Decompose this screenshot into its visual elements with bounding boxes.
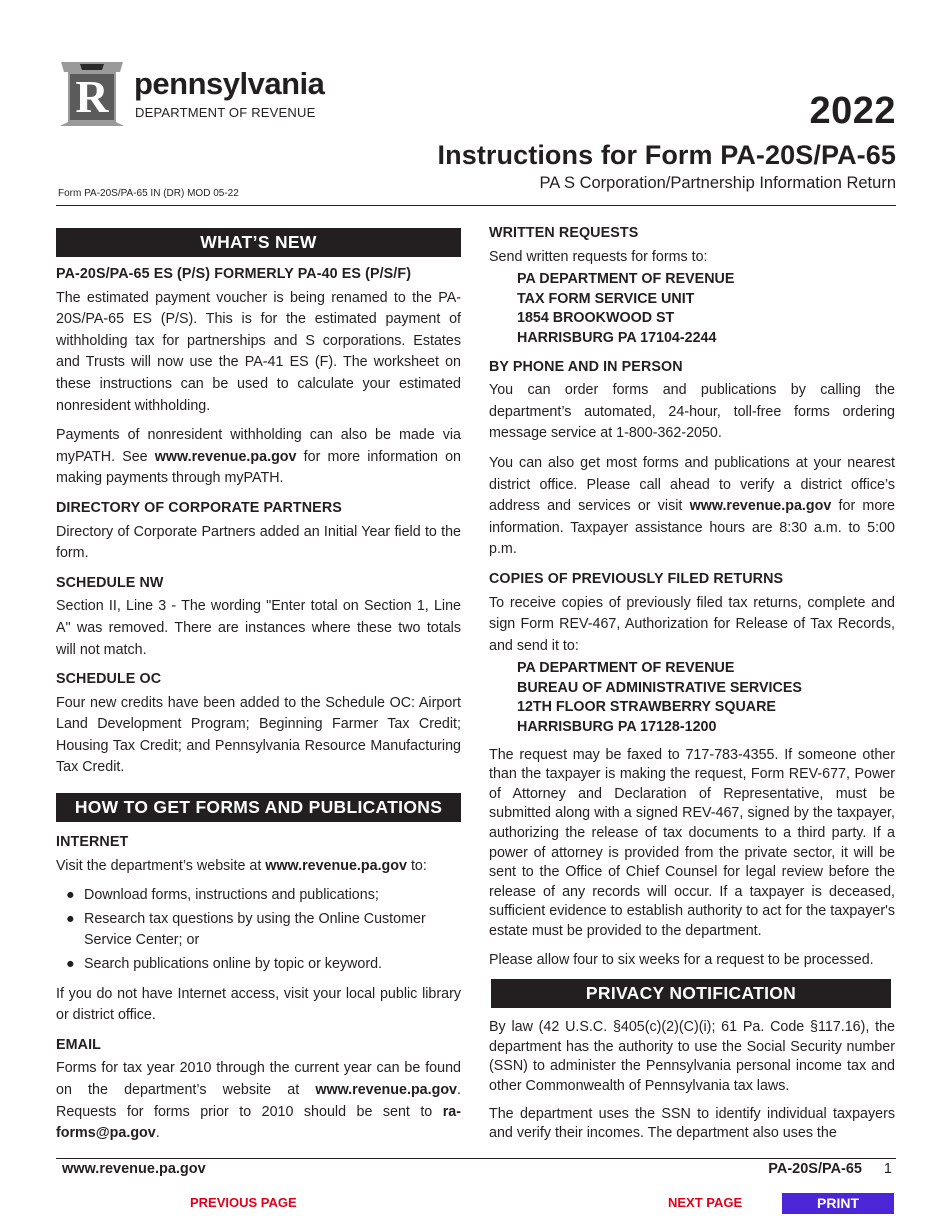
print-button[interactable]: PRINT: [782, 1193, 894, 1214]
footer-website-link[interactable]: www.revenue.pa.gov: [62, 1161, 206, 1177]
internet-text-1: Visit the department’s website at: [56, 857, 266, 874]
address-line: 1854 BROOKWOOD ST: [517, 310, 675, 327]
oc-heading: SCHEDULE OC: [56, 671, 162, 688]
mypath-text-1: Payments of nonresident withholding can also be made via myPATH. See: [56, 427, 461, 465]
dcp-heading: DIRECTORY OF CORPORATE PARTNERS: [56, 499, 342, 516]
district-text-1: You can also get most forms and publications at your nearest district office. Please call ahead to verify a district office’s address and services or visit: [489, 454, 895, 515]
es-heading: PA-20S/PA-65 ES (P/S) FORMERLY PA-40 ES (P/S/F): [56, 266, 412, 282]
next-page-button[interactable]: NEXT PAGE: [668, 1195, 743, 1210]
page-number: 1: [883, 1161, 892, 1177]
privacy-paragraph-2: The department uses the SSN to identify individual taxpayers and verify their incomes. The department also uses the: [489, 1105, 895, 1142]
address-line: BUREAU OF ADMINISTRATIVE SERVICES: [517, 679, 802, 696]
email-paragraph: [56, 1058, 461, 1144]
oc-paragraph: Four new credits have been added to the Schedule OC: Airport Land Development Program; Beginning Farmer Tax Credit; Housing Tax Credit; and Pennsylvania Resource Manufacturing Tax Credit.: [56, 694, 461, 776]
mypath-text-2: for more information on making payments through myPATH.: [56, 448, 461, 487]
copies-heading: COPIES OF PREVIOUSLY FILED RETURNS: [489, 570, 784, 587]
list-item-text: Download forms, instructions and publications;: [84, 887, 379, 904]
internet-bullet-list: [56, 885, 461, 975]
form-code: Form PA-20S/PA-65 IN (DR) MOD 05-22: [58, 188, 239, 199]
bullet-icon: ●: [66, 956, 75, 973]
right-column: [489, 225, 895, 1152]
address-line: PA DEPARTMENT OF REVENUE: [517, 271, 735, 288]
logo-title: pennsylvania: [134, 66, 325, 101]
bullet-icon: ●: [66, 887, 75, 904]
email-text-1: Forms for tax year 2010 through the current year can be found on the department’s website at: [56, 1060, 461, 1098]
email-address-link[interactable]: ra-forms@pa.gov: [56, 1103, 461, 1142]
written-heading: WRITTEN REQUESTS: [489, 225, 639, 241]
email-site-link[interactable]: www.revenue.pa.gov: [315, 1082, 458, 1098]
nw-heading: SCHEDULE NW: [56, 574, 164, 591]
district-paragraph: [489, 453, 895, 561]
copies-address: [489, 659, 895, 737]
phone-paragraph: You can order forms and publications by calling the department’s automated, 24-hour, toll-free forms ordering message service at 1-800-362-2050.: [489, 382, 895, 442]
logo-letter: R: [75, 71, 109, 122]
mypath-link[interactable]: www.revenue.pa.gov: [154, 448, 297, 465]
es-paragraph: The estimated payment voucher is being renamed to the PA-20S/PA-65 ES (P/S). This is for the estimated payment of withholding tax for partnerships and S corporations. Estates and Trusts will now use the PA-41 ES (F). The worksheet on these instructions can be used to calculate your estimated nonresident withholding.: [56, 289, 461, 414]
allow-paragraph: Please allow four to six weeks for a request to be processed.: [489, 951, 874, 968]
written-paragraph: Send written requests for forms to:: [489, 248, 708, 265]
list-item: [56, 885, 461, 907]
email-text-3: .: [155, 1125, 160, 1142]
list-item-text: Search publications online by topic or keyword.: [84, 956, 383, 973]
email-text-2: . Requests for forms prior to 2010 should be sent to: [56, 1082, 461, 1120]
internet-heading: INTERNET: [56, 834, 129, 851]
page-title: Instructions for Form PA-20S/PA-65: [437, 140, 896, 170]
header-divider: [56, 205, 896, 206]
phone-heading: BY PHONE AND IN PERSON: [489, 358, 683, 375]
address-line: HARRISBURG PA 17104-2244: [517, 329, 717, 346]
address-line: PA DEPARTMENT OF REVENUE: [517, 660, 735, 677]
internet-text-2: to:: [406, 857, 427, 874]
department-logo: [58, 60, 358, 130]
district-link[interactable]: www.revenue.pa.gov: [689, 498, 832, 515]
list-item: [56, 954, 461, 976]
list-item-text: Research tax questions by using the Online Customer Service Center; or: [84, 910, 426, 949]
copies-paragraph: To receive copies of previously filed tax returns, complete and sign Form REV-467, Authorization for Release of Tax Records, and send it to:: [489, 594, 895, 654]
previous-page-button[interactable]: PREVIOUS PAGE: [190, 1195, 297, 1210]
library-paragraph: If you do not have Internet access, visit your local public library or district office.: [56, 985, 461, 1024]
logo-subtitle: DEPARTMENT OF REVENUE: [135, 105, 316, 120]
whats-new-banner: WHAT’S NEW: [56, 228, 461, 257]
page-subtitle: PA S Corporation/Partnership Information Return: [539, 174, 896, 192]
privacy-banner: PRIVACY NOTIFICATION: [491, 979, 891, 1008]
email-heading: EMAIL: [56, 1036, 101, 1053]
footer-divider: [56, 1158, 896, 1159]
address-line: HARRISBURG PA 17128-1200: [517, 719, 717, 736]
internet-link[interactable]: www.revenue.pa.gov: [265, 857, 407, 874]
footer-form-name: PA-20S/PA-65: [768, 1161, 862, 1177]
internet-paragraph: [56, 856, 461, 878]
tax-year: 2022: [809, 90, 896, 132]
forms-banner: HOW TO GET FORMS AND PUBLICATIONS: [56, 793, 461, 822]
left-column: [56, 228, 461, 1153]
dcp-paragraph: Directory of Corporate Partners added an Initial Year field to the form.: [56, 523, 461, 562]
nw-paragraph: Section II, Line 3 - The wording "Enter total on Section 1, Line A" was removed. There are instances where these two totals will not match.: [56, 598, 461, 658]
bullet-icon: ●: [66, 910, 75, 927]
written-address: [489, 270, 895, 348]
mypath-paragraph: [56, 425, 461, 490]
privacy-paragraph-1: By law (42 U.S.C. §405(c)(2)(C)(i); 61 Pa. Code §117.16), the department has the authority to use the Social Security number (SSN) to administer the Pennsylvania personal income tax and other Commonwealth of Pennsylvania tax laws.: [489, 1019, 895, 1094]
address-line: 12TH FLOOR STRAWBERRY SQUARE: [517, 699, 776, 716]
address-line: TAX FORM SERVICE UNIT: [517, 290, 695, 307]
list-item: [56, 909, 461, 952]
district-text-2: for more information. Taxpayer assistance hours are 8:30 a.m. to 5:00 p.m.: [489, 498, 895, 558]
fax-paragraph: The request may be faxed to 717-783-4355. If someone other than the taxpayer is making the request, Form REV-677, Power of Attorney and Declaration of Representative, must be submitted along with a signed REV-467, signed by the taxpayer, authorizing the release of tax documents to a third party. If a power of attorney is provided from the private sector, it will be sent to the Office of Chief Counsel for legal review before the release of any records will occur. If a taxpayer is deceased, sufficient evidence to establish authority to act for the taxpayer's estate must be provided to the department.: [489, 746, 895, 939]
